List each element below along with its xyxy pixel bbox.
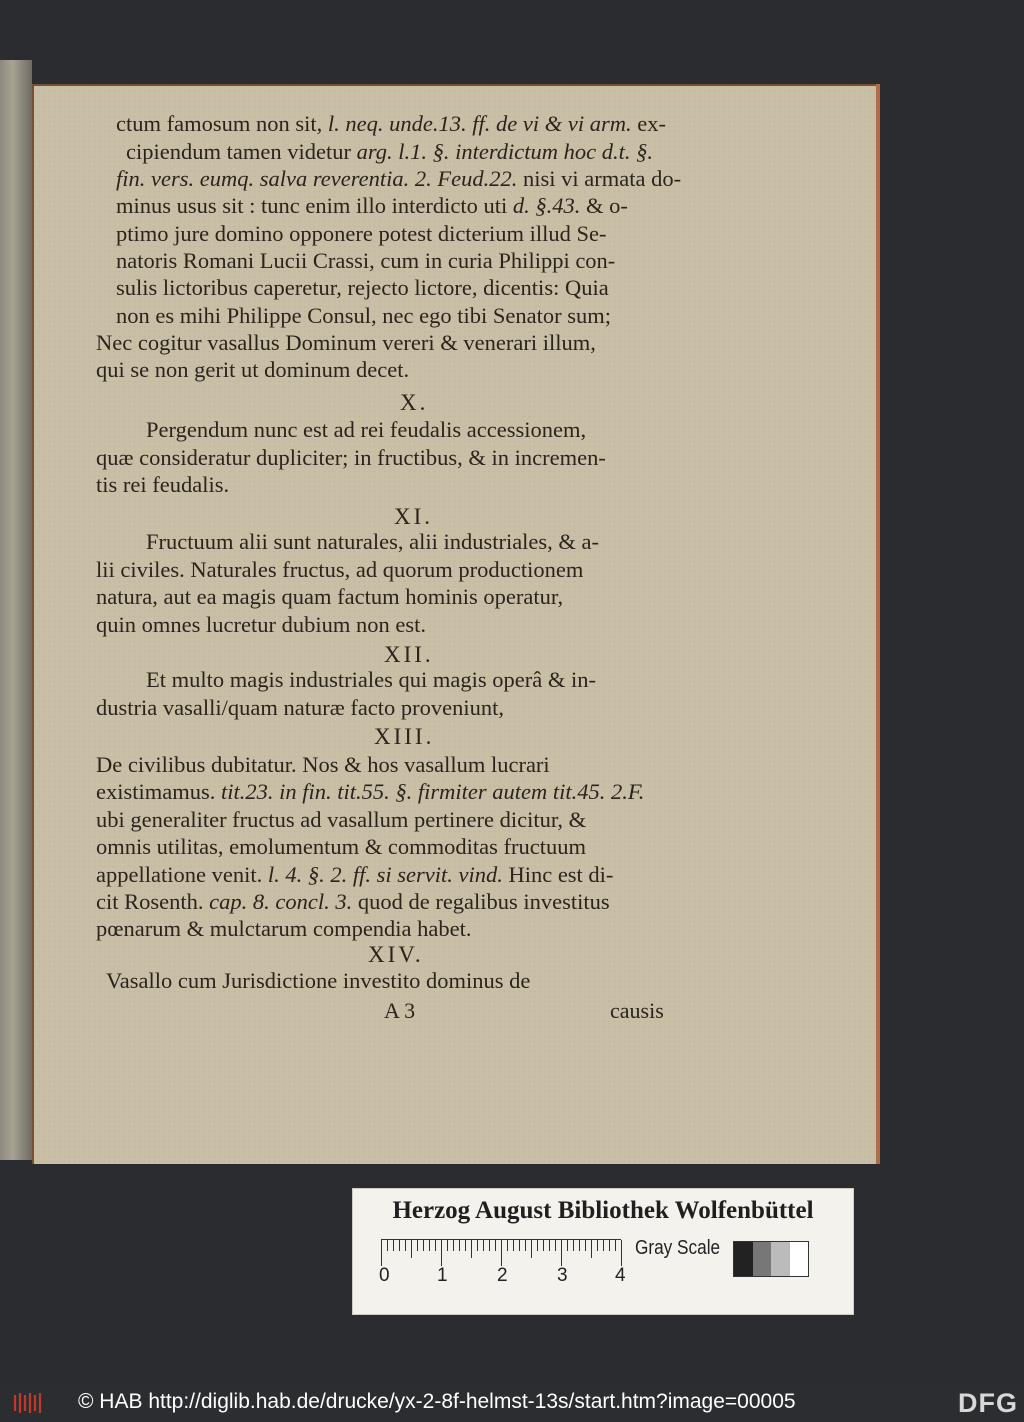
- text-line-content: [96, 556, 583, 584]
- roman-text: tis rei feudalis.: [96, 472, 230, 497]
- roman-text: nisi vi armata do-: [517, 166, 682, 191]
- gray-swatch: [734, 1242, 753, 1276]
- roman-text: natoris Romani Lucii Crassi, cum in curia Philippi con-: [116, 248, 616, 273]
- text-line-content: [96, 444, 606, 472]
- text-line: [32, 556, 880, 584]
- text-line: [32, 778, 880, 806]
- text-line: [32, 471, 880, 499]
- text-line: [32, 329, 880, 357]
- ruler-tick: [441, 1240, 442, 1266]
- roman-text: Et multo magis industriales qui magis operâ & in-: [146, 667, 596, 692]
- ruler-tick: [621, 1240, 622, 1266]
- text-line: [32, 274, 880, 302]
- text-line-content: [106, 967, 530, 995]
- text-line-content: [96, 778, 644, 806]
- text-line: [32, 666, 880, 694]
- text-line-content: [116, 165, 681, 193]
- text-line-content: [96, 356, 409, 384]
- ruler-tick: [429, 1240, 430, 1251]
- ruler-tick: [537, 1240, 538, 1251]
- text-line: [32, 694, 880, 722]
- previous-page-edge: [0, 60, 32, 1160]
- ruler-tick: [405, 1240, 406, 1251]
- text-line: [32, 528, 880, 556]
- text-line: [32, 915, 880, 943]
- ruler-tick: [561, 1240, 562, 1266]
- italic-citation: arg. l.1. §. interdictum hoc d.t. §.: [356, 139, 653, 164]
- text-line-content: [116, 110, 666, 138]
- ruler-tick: [507, 1240, 508, 1251]
- text-line: [32, 416, 880, 444]
- text-line-content: [146, 666, 596, 694]
- section-number-xiv: XIV.: [368, 942, 424, 967]
- italic-citation: l. neq. unde.13. ff. de vi & vi arm.: [327, 111, 632, 136]
- roman-text: quod de regalibus investitus: [352, 889, 610, 914]
- text-line: [32, 247, 880, 275]
- text-line: [32, 356, 880, 384]
- ruler-tick: [465, 1240, 466, 1251]
- text-line-content: [146, 416, 586, 444]
- roman-text: Hinc est di-: [502, 862, 614, 887]
- ruler-tick: [567, 1240, 568, 1251]
- roman-text: ptimo jure domino opponere potest dicterium illud Se-: [116, 221, 607, 246]
- text-line: [32, 138, 880, 166]
- text-line: [32, 967, 880, 995]
- ruler-tick: [393, 1240, 394, 1251]
- text-line-content: [96, 888, 610, 916]
- hab-logo-icon: [12, 1391, 44, 1415]
- text-line-content: [96, 611, 426, 639]
- ruler-tick: [573, 1240, 574, 1251]
- source-link[interactable]: © HAB http://diglib.hab.de/drucke/yx-2-8f-helmst-13s/start.htm?image=00005: [78, 1390, 796, 1413]
- section-number-xii: XII.: [384, 642, 434, 667]
- italic-citation: l. 4. §. 2. ff. si servit. vind.: [267, 862, 503, 887]
- ruler-tick: [501, 1240, 502, 1266]
- ruler-tick: [417, 1240, 418, 1251]
- roman-text: Pergendum nunc est ad rei feudalis accessionem,: [146, 417, 587, 442]
- roman-text: dustria vasalli/quam naturæ facto proveniunt,: [96, 695, 505, 720]
- ruler-tick: [435, 1240, 436, 1251]
- ruler-tick: [615, 1240, 616, 1251]
- roman-text: omnis utilitas, emolumentum & commoditas fructuum: [96, 834, 586, 859]
- roman-text: minus usus sit : tunc enim illo interdicto uti: [116, 193, 513, 218]
- text-line-content: [116, 192, 628, 220]
- ruler-number: 4: [615, 1265, 626, 1286]
- roman-text: Vasallo cum Jurisdictione investito dominus de: [106, 968, 531, 993]
- text-line: [32, 165, 880, 193]
- gray-scale-label: Gray Scale: [635, 1237, 721, 1259]
- section-number-xiii: XIII.: [374, 724, 435, 749]
- ruler-tick: [525, 1240, 526, 1251]
- ruler-tick: [483, 1240, 484, 1251]
- text-line-content: [96, 806, 586, 834]
- text-line-content: [96, 861, 613, 889]
- ruler-tick: [603, 1240, 604, 1251]
- ruler-tick: [423, 1240, 424, 1251]
- ruler-tick: [399, 1240, 400, 1251]
- text-line: [32, 302, 880, 330]
- text-line-content: [96, 915, 472, 943]
- book-page: [32, 84, 880, 1164]
- ruler: [381, 1239, 621, 1266]
- text-line-content: [96, 833, 586, 861]
- gray-swatch: [771, 1242, 790, 1276]
- page-signature: A 3: [384, 998, 416, 1023]
- roman-text: pœnarum & mulctarum compendia habet.: [96, 916, 472, 941]
- text-line-content: [116, 220, 607, 248]
- roman-text: quæ consideratur dupliciter; in fructibus, & in incremen-: [96, 445, 606, 470]
- text-line: [32, 192, 880, 220]
- ruler-tick: [453, 1240, 454, 1251]
- roman-text: cit Rosenth.: [96, 889, 210, 914]
- ruler-tick: [477, 1240, 478, 1251]
- ruler-tick: [411, 1240, 412, 1258]
- reference-card: [352, 1188, 854, 1315]
- roman-text: ex-: [631, 111, 666, 136]
- roman-text: sulis lictoribus caperetur, rejecto lictore, dicentis: Quia: [116, 275, 609, 300]
- text-line: [32, 611, 880, 639]
- roman-text: De civilibus dubitatur. Nos & hos vasallum lucrari: [96, 752, 550, 777]
- ruler-tick: [513, 1240, 514, 1251]
- italic-citation: tit.23. in fin. tit.55. §. firmiter autem tit.45. 2.F.: [221, 779, 645, 804]
- text-line-content: [116, 274, 609, 302]
- text-line: [32, 220, 880, 248]
- gray-swatch: [790, 1242, 809, 1276]
- italic-citation: d. §.43.: [512, 193, 581, 218]
- text-line-content: [96, 751, 550, 779]
- ruler-tick: [495, 1240, 496, 1251]
- roman-text: Nec cogitur vasallus Dominum vereri & venerari illum,: [96, 330, 596, 355]
- catchword: causis: [610, 998, 664, 1023]
- roman-text: appellatione venit.: [96, 862, 268, 887]
- roman-text: non es mihi Philippe Consul, nec ego tibi Senator sum;: [116, 303, 611, 328]
- ruler-tick: [609, 1240, 610, 1251]
- text-line-content: [116, 302, 611, 330]
- roman-text: qui se non gerit ut dominum decet.: [96, 357, 410, 382]
- roman-text: natura, aut ea magis quam factum hominis operatur,: [96, 584, 564, 609]
- text-line: [32, 861, 880, 889]
- text-line: [32, 110, 880, 138]
- text-line-content: [146, 528, 599, 556]
- roman-text: & o-: [580, 193, 628, 218]
- ruler-tick: [489, 1240, 490, 1251]
- roman-text: Fructuum alii sunt naturales, alii industriales, & a-: [146, 529, 600, 554]
- ruler-tick: [579, 1240, 580, 1251]
- text-line-content: [126, 138, 653, 166]
- gray-swatch: [753, 1242, 772, 1276]
- text-line-content: [96, 329, 596, 357]
- ruler-number: 2: [497, 1265, 508, 1286]
- roman-text: ubi generaliter fructus ad vasallum pertinere dicitur, &: [96, 807, 587, 832]
- ruler-number: 3: [557, 1265, 568, 1286]
- ruler-tick: [519, 1240, 520, 1251]
- ruler-tick: [591, 1240, 592, 1258]
- ruler-number: 0: [379, 1265, 390, 1286]
- text-line: [32, 444, 880, 472]
- gray-scale-swatches: [733, 1241, 809, 1277]
- ruler-tick: [459, 1240, 460, 1251]
- text-line: [32, 806, 880, 834]
- footer-bar: [0, 1385, 1024, 1422]
- ruler-tick: [585, 1240, 586, 1251]
- roman-text: ctum famosum non sit,: [116, 111, 328, 136]
- ruler-tick: [447, 1240, 448, 1251]
- ruler-tick: [543, 1240, 544, 1251]
- text-line-content: [96, 471, 229, 499]
- text-line-content: [96, 694, 504, 722]
- text-line-content: [116, 247, 615, 275]
- roman-text: lii civiles. Naturales fructus, ad quorum productionem: [96, 557, 584, 582]
- ruler-number: 1: [437, 1265, 448, 1286]
- text-line: [32, 583, 880, 611]
- ruler-tick: [549, 1240, 550, 1251]
- library-name: Herzog August Bibliothek Wolfenbüttel: [392, 1197, 814, 1224]
- dfg-logo: DFG: [958, 1388, 1018, 1418]
- ruler-tick: [381, 1240, 382, 1266]
- ruler-tick: [531, 1240, 532, 1258]
- roman-text: quin omnes lucretur dubium non est.: [96, 612, 426, 637]
- ruler-tick: [555, 1240, 556, 1251]
- ruler-tick: [387, 1240, 388, 1251]
- text-line: [32, 751, 880, 779]
- text-line: [32, 888, 880, 916]
- ruler-tick: [597, 1240, 598, 1251]
- roman-text: cipiendum tamen videtur: [126, 139, 357, 164]
- italic-citation: fin. vers. eumq. salva reverentia. 2. Feud.22.: [116, 166, 518, 191]
- section-number-x: X.: [400, 390, 429, 415]
- text-line-content: [96, 583, 563, 611]
- text-line: [32, 833, 880, 861]
- roman-text: existimamus.: [96, 779, 221, 804]
- ruler-tick: [471, 1240, 472, 1258]
- italic-citation: cap. 8. concl. 3.: [209, 889, 353, 914]
- section-number-xi: XI.: [394, 504, 434, 529]
